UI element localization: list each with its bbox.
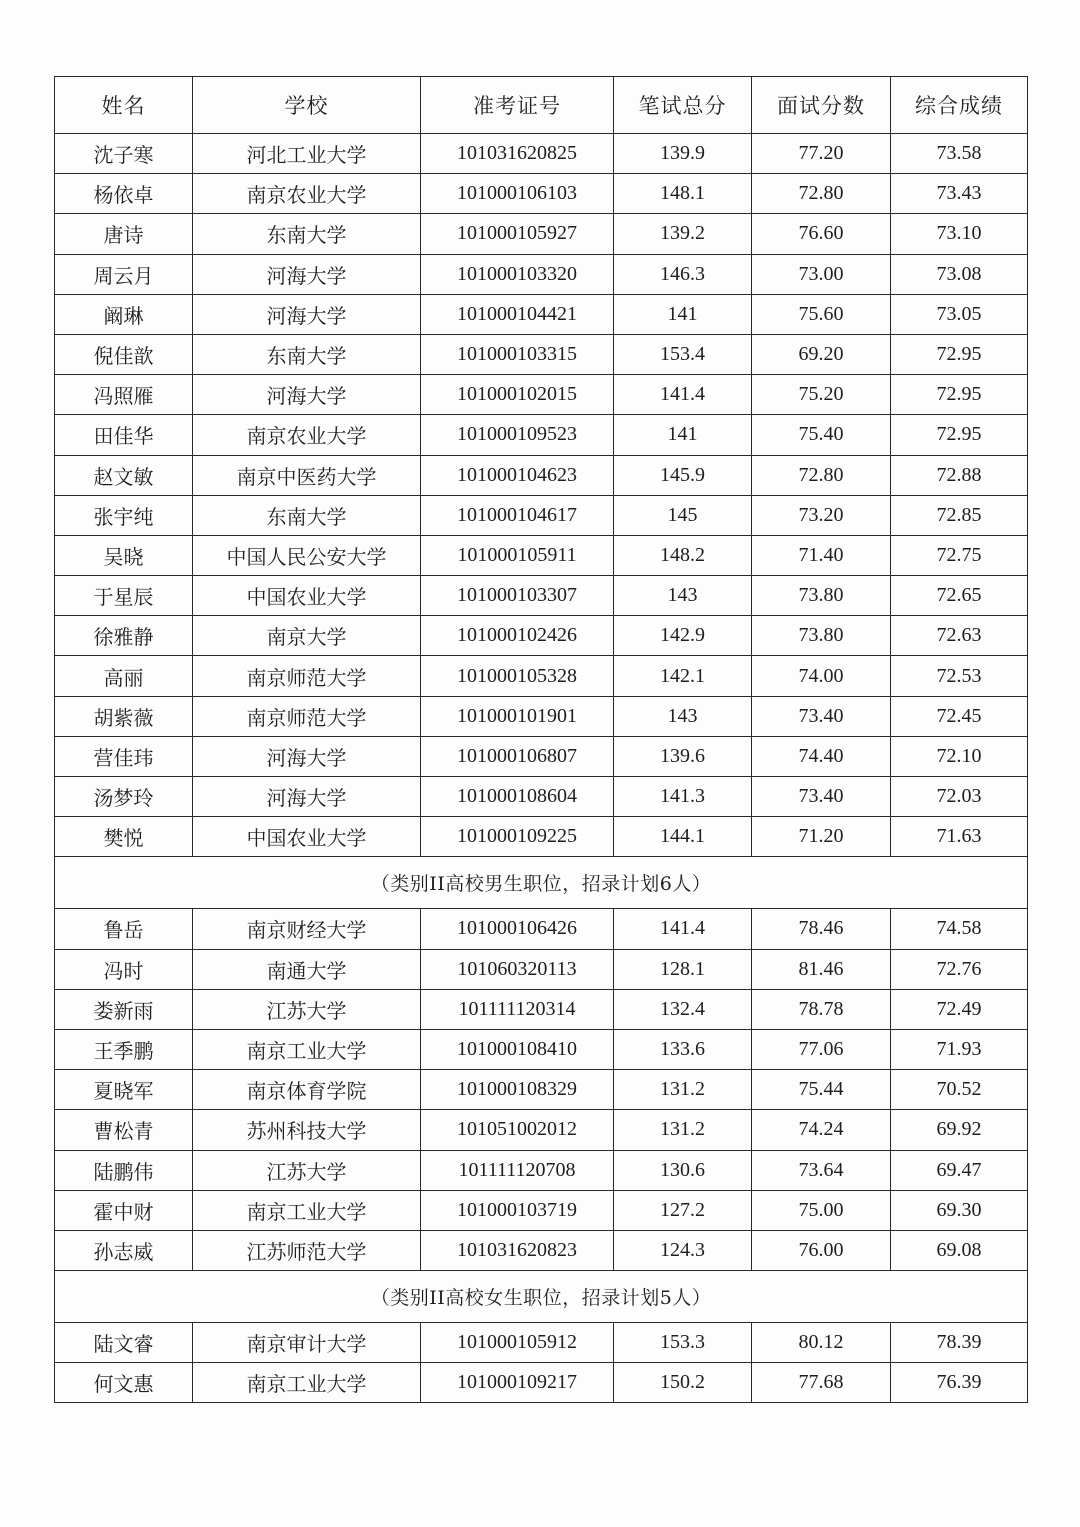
cell-name: 倪佳歆 [55, 334, 193, 374]
cell-name: 沈子寒 [55, 134, 193, 174]
cell-total-score: 69.30 [891, 1190, 1028, 1230]
cell-name: 赵文敏 [55, 455, 193, 495]
cell-written-score: 127.2 [614, 1190, 752, 1230]
cell-school: 苏州科技大学 [193, 1110, 421, 1150]
score-table [54, 76, 1028, 1403]
cell-total-score: 72.45 [891, 696, 1028, 736]
table-row [55, 294, 1028, 334]
cell-exam-id: 101000103315 [421, 334, 614, 374]
cell-total-score: 72.63 [891, 616, 1028, 656]
cell-school: 南京师范大学 [193, 696, 421, 736]
table-row [55, 1029, 1028, 1069]
cell-exam-id: 101000103307 [421, 576, 614, 616]
table-row [55, 1323, 1028, 1363]
cell-exam-id: 101060320113 [421, 949, 614, 989]
cell-name: 陆鹏伟 [55, 1150, 193, 1190]
cell-interview-score: 75.60 [752, 294, 891, 334]
cell-name: 王季鹏 [55, 1029, 193, 1069]
cell-interview-score: 75.44 [752, 1070, 891, 1110]
cell-school: 南京工业大学 [193, 1190, 421, 1230]
cell-exam-id: 101031620823 [421, 1230, 614, 1270]
cell-interview-score: 76.60 [752, 214, 891, 254]
cell-written-score: 130.6 [614, 1150, 752, 1190]
cell-exam-id: 101031620825 [421, 134, 614, 174]
cell-interview-score: 77.20 [752, 134, 891, 174]
cell-school: 中国农业大学 [193, 576, 421, 616]
cell-total-score: 72.88 [891, 455, 1028, 495]
table-row [55, 1363, 1028, 1403]
table-row [55, 949, 1028, 989]
cell-interview-score: 80.12 [752, 1323, 891, 1363]
cell-school: 南京农业大学 [193, 415, 421, 455]
cell-written-score: 142.1 [614, 656, 752, 696]
cell-total-score: 71.63 [891, 817, 1028, 857]
table-row [55, 989, 1028, 1029]
cell-written-score: 148.1 [614, 174, 752, 214]
cell-name: 霍中财 [55, 1190, 193, 1230]
section-heading: （类别II高校女生职位，招录计划5人） [55, 1271, 1028, 1323]
cell-interview-score: 71.20 [752, 817, 891, 857]
cell-name: 曹松青 [55, 1110, 193, 1150]
table-body [55, 134, 1028, 1403]
cell-name: 陆文睿 [55, 1323, 193, 1363]
cell-exam-id: 101000101901 [421, 696, 614, 736]
cell-total-score: 73.58 [891, 134, 1028, 174]
cell-written-score: 153.4 [614, 334, 752, 374]
cell-exam-id: 101000103320 [421, 254, 614, 294]
cell-written-score: 142.9 [614, 616, 752, 656]
cell-school: 南京师范大学 [193, 656, 421, 696]
cell-school: 南京农业大学 [193, 174, 421, 214]
section-heading-row [55, 1271, 1028, 1323]
cell-interview-score: 74.00 [752, 656, 891, 696]
cell-written-score: 131.2 [614, 1110, 752, 1150]
cell-school: 南京审计大学 [193, 1323, 421, 1363]
cell-exam-id: 101000103719 [421, 1190, 614, 1230]
cell-exam-id: 101000108604 [421, 777, 614, 817]
table-row [55, 616, 1028, 656]
cell-name: 营佳玮 [55, 736, 193, 776]
cell-interview-score: 73.80 [752, 616, 891, 656]
cell-written-score: 132.4 [614, 989, 752, 1029]
cell-written-score: 153.3 [614, 1323, 752, 1363]
section-heading-row [55, 857, 1028, 909]
header-total-score: 综合成绩 [891, 77, 1028, 134]
cell-exam-id: 101000105912 [421, 1323, 614, 1363]
header-written-score: 笔试总分 [614, 77, 752, 134]
cell-school: 南京大学 [193, 616, 421, 656]
table-row [55, 576, 1028, 616]
cell-written-score: 128.1 [614, 949, 752, 989]
cell-interview-score: 73.40 [752, 777, 891, 817]
cell-written-score: 145.9 [614, 455, 752, 495]
cell-name: 孙志威 [55, 1230, 193, 1270]
cell-interview-score: 73.80 [752, 576, 891, 616]
cell-total-score: 76.39 [891, 1363, 1028, 1403]
cell-written-score: 145 [614, 495, 752, 535]
cell-name: 张宇纯 [55, 495, 193, 535]
cell-exam-id: 101000104623 [421, 455, 614, 495]
cell-interview-score: 81.46 [752, 949, 891, 989]
cell-total-score: 72.53 [891, 656, 1028, 696]
section-heading: （类别II高校男生职位，招录计划6人） [55, 857, 1028, 909]
cell-school: 南京体育学院 [193, 1070, 421, 1110]
cell-interview-score: 74.24 [752, 1110, 891, 1150]
table-row [55, 1190, 1028, 1230]
cell-written-score: 148.2 [614, 535, 752, 575]
cell-name: 鲁岳 [55, 909, 193, 949]
cell-interview-score: 71.40 [752, 535, 891, 575]
cell-exam-id: 101000108410 [421, 1029, 614, 1069]
cell-total-score: 69.92 [891, 1110, 1028, 1150]
cell-total-score: 73.08 [891, 254, 1028, 294]
cell-school: 南京中医药大学 [193, 455, 421, 495]
cell-total-score: 69.08 [891, 1230, 1028, 1270]
cell-total-score: 71.93 [891, 1029, 1028, 1069]
cell-written-score: 124.3 [614, 1230, 752, 1270]
cell-interview-score: 75.20 [752, 375, 891, 415]
cell-name: 周云月 [55, 254, 193, 294]
cell-total-score: 74.58 [891, 909, 1028, 949]
cell-written-score: 141.4 [614, 375, 752, 415]
cell-interview-score: 69.20 [752, 334, 891, 374]
cell-exam-id: 101000105927 [421, 214, 614, 254]
cell-exam-id: 101000109225 [421, 817, 614, 857]
table-row [55, 134, 1028, 174]
cell-exam-id: 101000102426 [421, 616, 614, 656]
table-row [55, 656, 1028, 696]
cell-total-score: 72.95 [891, 375, 1028, 415]
cell-total-score: 72.65 [891, 576, 1028, 616]
cell-interview-score: 72.80 [752, 174, 891, 214]
cell-interview-score: 77.68 [752, 1363, 891, 1403]
cell-name: 阚琳 [55, 294, 193, 334]
cell-school: 江苏大学 [193, 1150, 421, 1190]
table-row [55, 495, 1028, 535]
cell-total-score: 72.75 [891, 535, 1028, 575]
cell-name: 何文惠 [55, 1363, 193, 1403]
cell-total-score: 69.47 [891, 1150, 1028, 1190]
cell-interview-score: 73.64 [752, 1150, 891, 1190]
cell-written-score: 150.2 [614, 1363, 752, 1403]
table-row [55, 415, 1028, 455]
cell-written-score: 141 [614, 415, 752, 455]
cell-exam-id: 101000104421 [421, 294, 614, 334]
cell-interview-score: 75.00 [752, 1190, 891, 1230]
cell-interview-score: 76.00 [752, 1230, 891, 1270]
table-row [55, 777, 1028, 817]
cell-school: 河海大学 [193, 777, 421, 817]
cell-school: 东南大学 [193, 495, 421, 535]
cell-interview-score: 72.80 [752, 455, 891, 495]
cell-exam-id: 101000105911 [421, 535, 614, 575]
cell-school: 江苏大学 [193, 989, 421, 1029]
cell-total-score: 72.49 [891, 989, 1028, 1029]
table-row [55, 1070, 1028, 1110]
table-row [55, 174, 1028, 214]
cell-school: 中国农业大学 [193, 817, 421, 857]
cell-name: 高丽 [55, 656, 193, 696]
table-row [55, 254, 1028, 294]
table-row [55, 334, 1028, 374]
cell-interview-score: 73.20 [752, 495, 891, 535]
cell-name: 杨依卓 [55, 174, 193, 214]
cell-written-score: 143 [614, 576, 752, 616]
cell-name: 冯照雁 [55, 375, 193, 415]
cell-name: 徐雅静 [55, 616, 193, 656]
cell-name: 娄新雨 [55, 989, 193, 1029]
cell-interview-score: 78.46 [752, 909, 891, 949]
cell-school: 南京工业大学 [193, 1029, 421, 1069]
cell-name: 唐诗 [55, 214, 193, 254]
cell-name: 夏晓军 [55, 1070, 193, 1110]
cell-exam-id: 101051002012 [421, 1110, 614, 1150]
cell-name: 胡紫薇 [55, 696, 193, 736]
cell-name: 樊悦 [55, 817, 193, 857]
header-exam-id: 准考证号 [421, 77, 614, 134]
cell-written-score: 139.2 [614, 214, 752, 254]
cell-exam-id: 101000108329 [421, 1070, 614, 1110]
cell-school: 河海大学 [193, 294, 421, 334]
cell-total-score: 72.03 [891, 777, 1028, 817]
cell-interview-score: 78.78 [752, 989, 891, 1029]
cell-school: 南京工业大学 [193, 1363, 421, 1403]
cell-total-score: 78.39 [891, 1323, 1028, 1363]
cell-total-score: 73.05 [891, 294, 1028, 334]
cell-interview-score: 73.00 [752, 254, 891, 294]
cell-school: 中国人民公安大学 [193, 535, 421, 575]
cell-exam-id: 101000109217 [421, 1363, 614, 1403]
cell-total-score: 72.95 [891, 334, 1028, 374]
cell-name: 田佳华 [55, 415, 193, 455]
cell-total-score: 73.10 [891, 214, 1028, 254]
table-row [55, 375, 1028, 415]
cell-school: 东南大学 [193, 214, 421, 254]
cell-school: 南京财经大学 [193, 909, 421, 949]
table-row [55, 214, 1028, 254]
table-row [55, 736, 1028, 776]
cell-school: 河海大学 [193, 375, 421, 415]
cell-total-score: 72.95 [891, 415, 1028, 455]
table-row [55, 1230, 1028, 1270]
cell-school: 东南大学 [193, 334, 421, 374]
cell-school: 江苏师范大学 [193, 1230, 421, 1270]
cell-total-score: 72.76 [891, 949, 1028, 989]
cell-interview-score: 74.40 [752, 736, 891, 776]
cell-exam-id: 101000105328 [421, 656, 614, 696]
table-row [55, 909, 1028, 949]
cell-written-score: 141.3 [614, 777, 752, 817]
cell-interview-score: 73.40 [752, 696, 891, 736]
cell-total-score: 73.43 [891, 174, 1028, 214]
cell-school: 河海大学 [193, 254, 421, 294]
cell-name: 汤梦玲 [55, 777, 193, 817]
cell-exam-id: 101000109523 [421, 415, 614, 455]
header-name: 姓名 [55, 77, 193, 134]
cell-name: 吴晓 [55, 535, 193, 575]
table-row [55, 696, 1028, 736]
header-school: 学校 [193, 77, 421, 134]
cell-school: 河海大学 [193, 736, 421, 776]
cell-written-score: 141 [614, 294, 752, 334]
cell-written-score: 133.6 [614, 1029, 752, 1069]
cell-written-score: 141.4 [614, 909, 752, 949]
cell-name: 于星辰 [55, 576, 193, 616]
cell-interview-score: 77.06 [752, 1029, 891, 1069]
cell-exam-id: 101000104617 [421, 495, 614, 535]
cell-exam-id: 101000106103 [421, 174, 614, 214]
cell-written-score: 144.1 [614, 817, 752, 857]
cell-school: 河北工业大学 [193, 134, 421, 174]
cell-interview-score: 75.40 [752, 415, 891, 455]
table-row [55, 817, 1028, 857]
cell-exam-id: 101111120314 [421, 989, 614, 1029]
table-row [55, 535, 1028, 575]
table-row [55, 1150, 1028, 1190]
cell-written-score: 143 [614, 696, 752, 736]
header-interview-score: 面试分数 [752, 77, 891, 134]
cell-name: 冯时 [55, 949, 193, 989]
header-row [55, 77, 1028, 134]
cell-school: 南通大学 [193, 949, 421, 989]
cell-exam-id: 101111120708 [421, 1150, 614, 1190]
cell-total-score: 70.52 [891, 1070, 1028, 1110]
cell-written-score: 139.6 [614, 736, 752, 776]
cell-total-score: 72.85 [891, 495, 1028, 535]
cell-exam-id: 101000106807 [421, 736, 614, 776]
cell-written-score: 139.9 [614, 134, 752, 174]
cell-exam-id: 101000106426 [421, 909, 614, 949]
table-row [55, 455, 1028, 495]
table-row [55, 1110, 1028, 1150]
cell-total-score: 72.10 [891, 736, 1028, 776]
cell-written-score: 146.3 [614, 254, 752, 294]
cell-exam-id: 101000102015 [421, 375, 614, 415]
cell-written-score: 131.2 [614, 1070, 752, 1110]
